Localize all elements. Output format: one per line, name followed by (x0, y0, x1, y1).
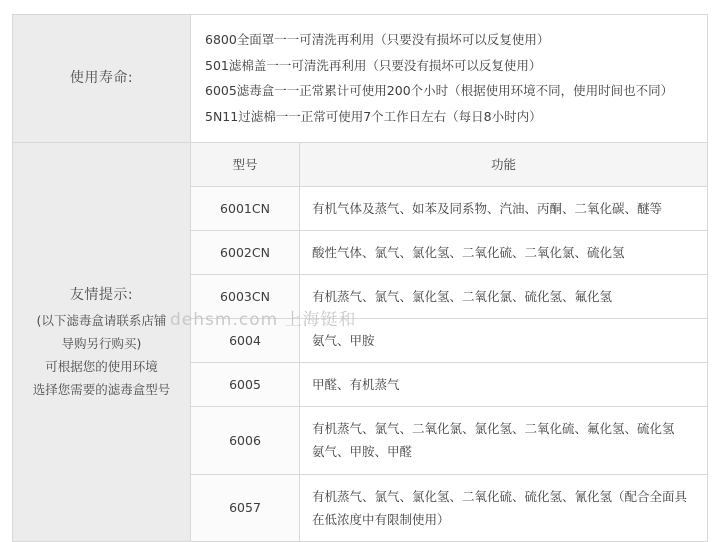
label-cell-tips (13, 142, 191, 541)
cell-model: 6005 (191, 363, 300, 407)
life-span-item: 5N11过滤棉一一正常可使用7个工作日左右（每日8小时内） (205, 108, 542, 124)
function-line: 氨气、甲胺 (312, 333, 375, 348)
label-tips-line: (以下滤毒盒请联系店铺 (36, 312, 167, 328)
cell-function (300, 474, 708, 541)
cell-function (300, 186, 708, 230)
label-tips-title: 友情提示: (69, 287, 134, 304)
table-row-tips (13, 142, 708, 541)
label-cell-life-span (13, 15, 191, 143)
life-span-item: 501滤棉盖一一可清洗再利用（只要没有损坏可以反复使用） (205, 57, 542, 73)
life-span-item: 6005滤毒盒一一正常累计可使用200个小时（根据使用环境不同，使用时间也不同） (205, 83, 674, 99)
function-line: 有机蒸气、氯气、氯化氢、二氧化硫、硫化氢、氰化氢（配合全面具 (312, 488, 688, 504)
cell-function (300, 363, 708, 407)
table-row (191, 230, 707, 274)
table-row (191, 363, 707, 407)
table-row (191, 474, 707, 541)
cell-function (300, 407, 708, 474)
life-span-content (191, 15, 708, 143)
watermark: dehsm.com 上海铤和 (170, 310, 357, 330)
table-row-life-span (13, 15, 708, 143)
cell-model: 6002CN (191, 230, 300, 274)
cell-function (300, 319, 708, 363)
column-header-function: 功能 (300, 143, 708, 187)
label-life-span: 使用寿命: (69, 69, 134, 86)
function-line: 有机蒸气、氯气、氯化氢、二氧化氯、硫化氢、氟化氢 (312, 288, 613, 304)
cartridge-table-cell (191, 142, 708, 541)
life-span-item: 6800全面罩一一可清洗再利用（只要没有损坏可以反复使用） (205, 32, 550, 47)
column-header-model: 型号 (191, 143, 300, 187)
function-line: 甲醛、有机蒸气 (312, 377, 400, 393)
table-row (191, 274, 707, 318)
cell-model: 6004 (191, 319, 300, 363)
cell-model: 6003CN (191, 274, 300, 318)
function-line: 在低浓度中有限制使用） (312, 511, 450, 527)
label-tips-line: 可根据您的使用环境 (45, 358, 158, 374)
table-row (191, 319, 707, 363)
table-header-row (191, 143, 707, 187)
label-tips-line: 导购另行购买) (61, 335, 142, 351)
function-line: 氨气、甲胺、甲醛 (312, 444, 413, 460)
cell-model: 6057 (191, 474, 300, 541)
label-tips-line: 选择您需要的滤毒盒型号 (32, 382, 171, 398)
spec-table (12, 14, 708, 542)
cell-model: 6006 (191, 407, 300, 474)
function-line: 有机气体及蒸气、如苯及同系物、汽油、丙酮、二氧化碳、醚等 (312, 200, 663, 216)
table-row (191, 186, 707, 230)
cell-function (300, 274, 708, 318)
function-line: 酸性气体、氯气、氯化氢、二氧化硫、二氧化氯、硫化氢 (312, 244, 625, 260)
cell-model: 6001CN (191, 186, 300, 230)
cell-function (300, 230, 708, 274)
cartridge-table (191, 143, 707, 541)
table-row (191, 407, 707, 474)
function-line: 有机蒸气、氯气、二氧化氯、氯化氢、二氧化硫、氟化氢、硫化氢 (312, 421, 675, 437)
